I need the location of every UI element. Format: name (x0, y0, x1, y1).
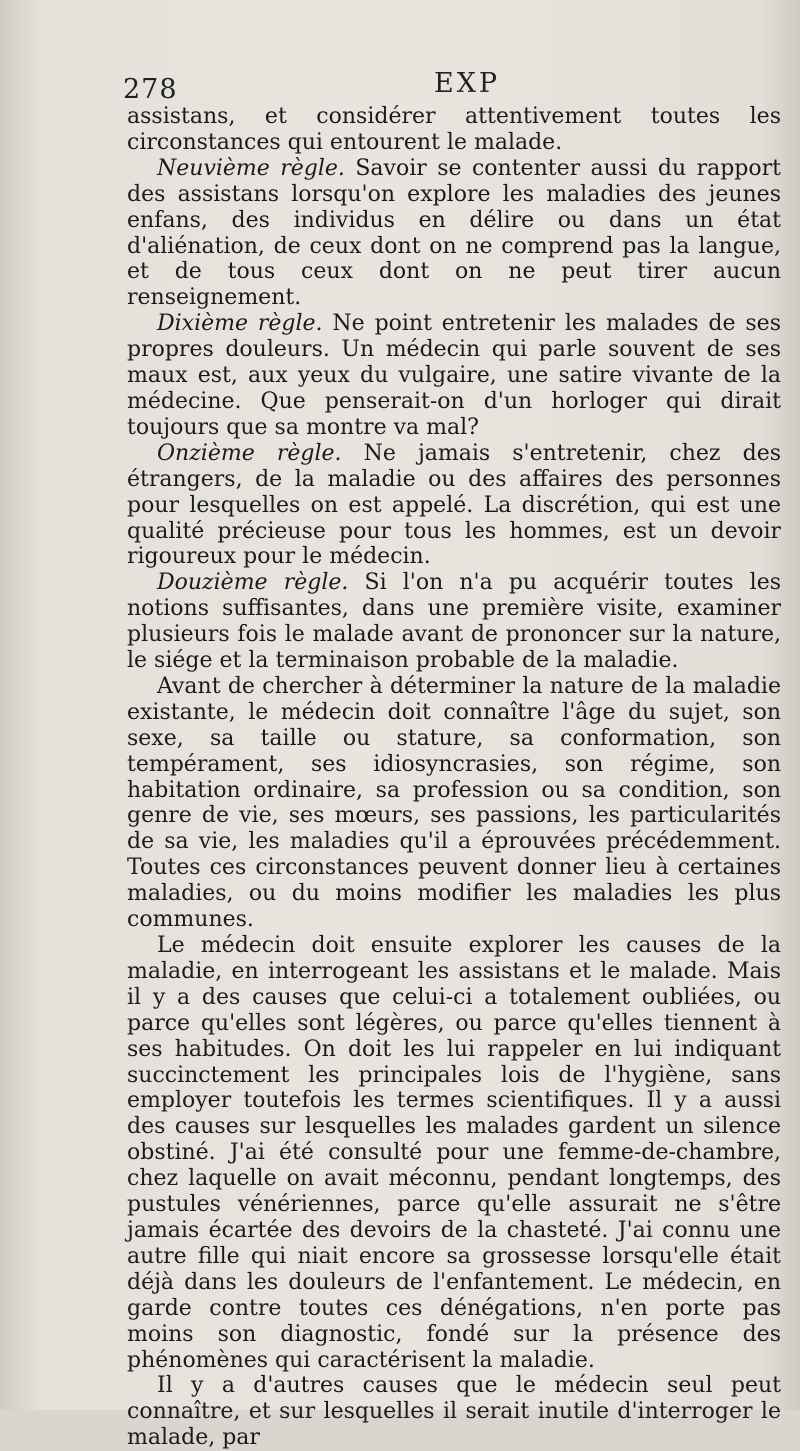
rule-heading: Douzième règle. (157, 570, 349, 596)
paragraph-text: Savoir se contenter aussi du rapport des assistans lorsqu'on explore les maladies des jeunes enfans, des individus en délire ou dans un état d'aliénation, de ceux dont on ne comprend pas la langue, et de tous ceux dont on ne peut tirer aucun renseignement. (127, 155, 781, 311)
paragraph-text: Le médecin doit ensuite explorer les causes de la maladie, en interrogeant les assistans et le malade. Mais il y a des causes que celui-ci a totalement oubliées, ou parce qu'elles sont légères, ou parce qu'elles tiennent à ses habitudes. On doit les lui rappeler en lui indiquant succinctement les principales lois de l'hygiène, sans employer toutefois les termes scientifiques. Il y a aussi des causes sur lesquelles les malades gardent un silence obstiné. J'ai été consulté pour une femme-de-chambre, chez laquelle on avait méconnu, pendant longtemps, des pustules vénériennes, parce qu'elle assurait ne s'être jamais écartée des devoirs de la chasteté. J'ai connu une autre fille qui niait encore sa grossesse lorsqu'elle était déjà dans les douleurs de l'enfantement. Le médecin, en garde contre toutes ces dénégations, n'en porte pas moins son diagnostic, fondé sur la présence des phénomènes qui caractérisent la maladie. (127, 933, 781, 1373)
paragraph (127, 441, 781, 571)
rule-heading: Neuvième règle. (157, 155, 345, 181)
paragraph-text: Ne jamais s'entretenir, chez des étrangers, de la maladie ou des affaires des personnes pour lesquelles on est appelé. La discrétion, qui est une qualité précieuse pour tous les hommes, est un devoir rigoureux pour le médecin. (127, 440, 781, 570)
page-number: 278 (123, 74, 178, 105)
page-header (0, 62, 800, 106)
paragraph (127, 311, 781, 441)
paragraph-text: Il y a d'autres causes que le médecin seul peut connaître, et sur lesquelles il serait inutile d'interroger le malade, par (127, 1373, 781, 1451)
paragraph-text: Ne point entretenir les malades de ses propres douleurs. Un médecin qui parle souvent de ses maux est, aux yeux du vulgaire, une satire vivante de la médecine. Que penserait-on d'un horloger qui dirait toujours que sa montre va mal? (127, 311, 781, 440)
paragraph (127, 156, 781, 311)
paragraph-text: Si l'on n'a pu acquérir toutes les notions suffisantes, dans une première visite, examiner plusieurs fois le malade avant de prononcer sur la nature, le siége et la terminaison probable de la maladie. (127, 570, 782, 674)
paragraph (127, 104, 781, 156)
running-head: EXP (434, 68, 501, 99)
paragraph-text: Avant de chercher à déterminer la nature de la maladie existante, le médecin doit connaître l'âge du sujet, son sexe, sa taille ou stature, sa conformation, son tempérament, ses idiosyncrasies, son régime, son habitation ordinaire, sa profession ou sa condition, son genre de vie, ses mœurs, ses passions, les particularités de sa vie, les maladies qu'il a éprouvées précédemment. Toutes ces circonstances peuvent donner lieu à certaines maladies, ou du moins modifier les maladies les plus communes. (127, 673, 781, 933)
body-text (127, 104, 781, 1451)
rule-heading: Onzième règle. (157, 440, 342, 466)
paragraph (127, 570, 781, 674)
paragraph (127, 1373, 781, 1451)
paragraph (127, 674, 781, 933)
paragraph (127, 933, 781, 1373)
paragraph-text: assistans, et considérer attentivement toutes les circonstances qui entourent le malade. (127, 104, 781, 155)
rule-heading: Dixième règle. (157, 311, 323, 337)
